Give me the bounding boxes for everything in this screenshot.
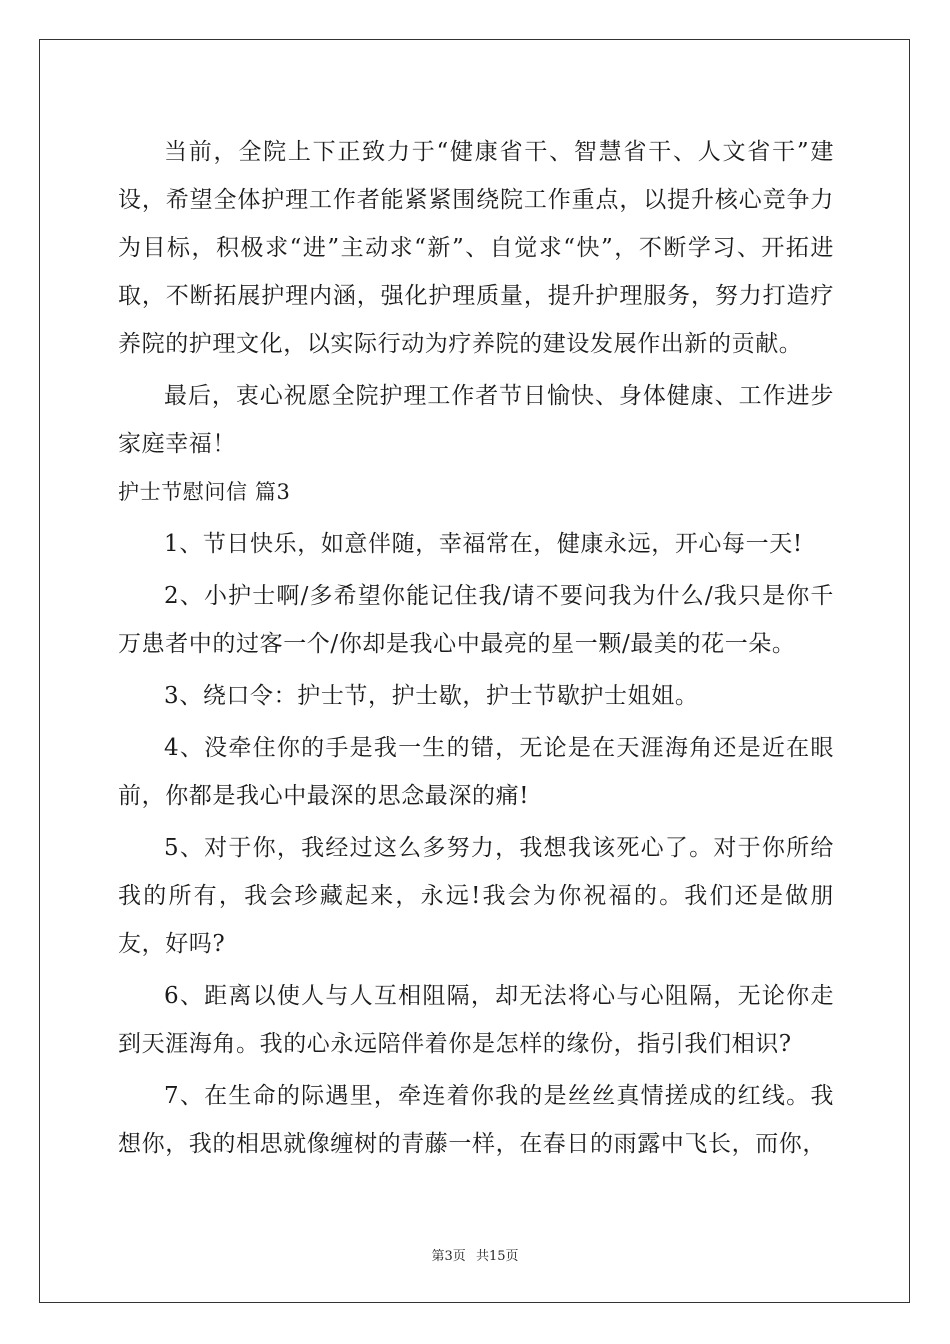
list-item: 3、绕口令：护士节，护士歇，护士节歇护士姐姐。 — [164, 683, 699, 709]
page-total: 共15页 — [475, 1249, 519, 1264]
list-item: 1、节日快乐，如意伴随，幸福常在，健康永远，开心每一天! — [164, 531, 803, 557]
list-item: 2、小护士啊/多希望你能记住我/请不要问我为什么/我只是你千万患者中的过客一个/你却是我心中最亮的星一颗/最美的花一朵。 — [118, 583, 834, 657]
document-body — [118, 128, 834, 1168]
page-footer — [0, 1247, 950, 1267]
list-item: 7、在生命的际遇里，牵连着你我的是丝丝真情搓成的红线。我想你，我的相思就像缠树的青藤一样，在春日的雨露中飞长，而你， — [118, 1083, 834, 1157]
paragraph-construction-goals: 当前，全院上下正致力于“健康省干、智慧省干、人文省干”建设，希望全体护理工作者能紧紧围绕院工作重点，以提升核心竞争力为目标，积极求“进”主动求“新”、自觉求“快”，不断学习、开拓进取，不断拓展护理内涵，强化护理质量，提升护理服务，努力打造疗养院的护理文化，以实际行动为疗养院的建设发展作出新的贡献。 — [118, 139, 834, 357]
section-heading: 护士节慰问信 篇3 — [118, 480, 291, 504]
list-item: 4、没牵住你的手是我一生的错，无论是在天涯海角还是近在眼前，你都是我心中最深的思念最深的痛! — [118, 735, 834, 809]
list-item: 5、对于你，我经过这么多努力，我想我该死心了。对于你所给我的所有，我会珍藏起来，永远!我会为你祝福的。我们还是做朋友，好吗? — [118, 835, 834, 957]
paragraph-closing-wishes: 最后，衷心祝愿全院护理工作者节日愉快、身体健康、工作进步家庭幸福！ — [118, 383, 834, 457]
list-item: 6、距离以使人与人互相阻隔，却无法将心与心阻隔，无论你走到天涯海角。我的心永远陪伴着你是怎样的缘份，指引我们相识? — [118, 983, 834, 1057]
page-number: 第3页 — [431, 1249, 466, 1264]
